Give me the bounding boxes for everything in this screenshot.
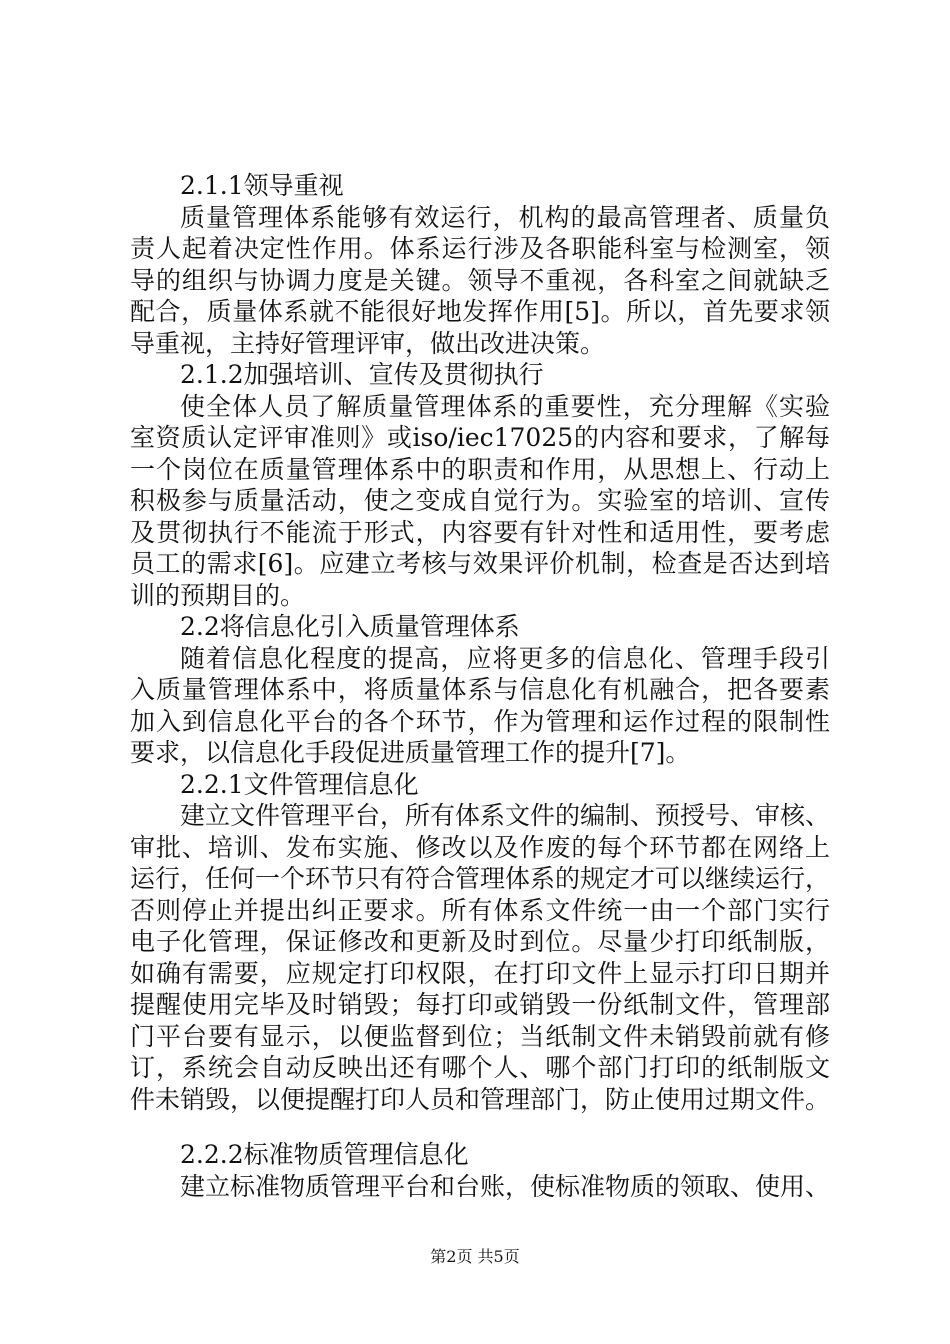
section-heading: 2.2.2标准物质管理信息化 [180,1140,469,1169]
section-heading: 2.1.1领导重视 [180,171,344,200]
document-body [130,170,830,1202]
paragraph-line: 导的组织与协调力度是关键。领导不重视，各科室之间就缺乏 [130,265,830,295]
paragraph-line: 质量管理体系能够有效运行，机构的最高管理者、质量负 [180,202,830,232]
paragraph-line: 否则停止并提出纠正要求。所有体系文件统一由一个部门实行 [130,895,830,925]
section-heading: 2.1.2加强培训、宣传及贯彻执行 [180,360,544,389]
paragraph-line: 一个岗位在质量管理体系中的职责和作用，从思想上、行动上 [130,454,830,484]
paragraph-line: 要求，以信息化手段促进质量管理工作的提升[7]。 [130,738,691,767]
paragraph-line: 件未销毁，以便提醒打印人员和管理部门，防止使用过期文件。 [130,1084,830,1114]
paragraph-line: 订，系统会自动反映出还有哪个人、哪个部门打印的纸制版文 [130,1053,830,1082]
paragraph-line: 门平台要有显示，以便监督到位；当纸制文件未销毁前就有修 [130,1021,830,1051]
paragraph-line: 使全体人员了解质量管理体系的重要性，充分理解《实验 [180,391,830,421]
section-heading: 2.2将信息化引入质量管理体系 [180,612,520,641]
paragraph-line: 加入到信息化平台的各个环节，作为管理和运作过程的限制性 [130,706,830,736]
paragraph-line: 审批、培训、发布实施、修改以及作废的每个环节都在网络上 [130,832,830,862]
paragraph-line: 随着信息化程度的提高，应将更多的信息化、管理手段引 [180,643,830,673]
paragraph-line: 室资质认定评审准则》或iso/iec17025的内容和要求，了解每 [130,423,830,452]
paragraph-line: 积极参与质量活动，使之变成自觉行为。实验室的培训、宣传 [130,486,830,515]
paragraph-line: 建立标准物质管理平台和台账，使标准物质的领取、使用、 [180,1171,830,1201]
paragraph-line: 责人起着决定性作用。体系运行涉及各职能科室与检测室，领 [130,234,830,263]
paragraph-line: 训的预期目的。 [130,580,306,610]
section-heading: 2.2.1文件管理信息化 [180,769,419,799]
paragraph-line: 电子化管理，保证修改和更新及时到位。尽量少打印纸制版， [130,927,830,956]
paragraph-line: 配合，质量体系就不能很好地发挥作用[5]。所以，首先要求领 [130,297,830,326]
paragraph-line: 及贯彻执行不能流于形式，内容要有针对性和适用性，要考虑 [130,517,830,547]
paragraph-line: 如确有需要，应规定打印权限，在打印文件上显示打印日期并 [130,958,830,988]
paragraph-line: 入质量管理体系中，将质量体系与信息化有机融合，把各要素 [130,675,830,704]
paragraph-line: 建立文件管理平台，所有体系文件的编制、预授号、审核、 [180,801,830,830]
paragraph-spacer [130,1115,830,1139]
paragraph-line: 提醒使用完毕及时销毁；每打印或销毁一份纸制文件，管理部 [130,990,830,1019]
page-number-footer: 第2页 共5页 [430,1247,520,1266]
paragraph-line: 员工的需求[6]。应建立考核与效果评价机制，检查是否达到培 [130,549,830,578]
paragraph-line: 运行，任何一个环节只有符合管理体系的规定才可以继续运行， [130,864,830,893]
paragraph-line: 导重视，主持好管理评审，做出改进决策。 [130,328,606,358]
